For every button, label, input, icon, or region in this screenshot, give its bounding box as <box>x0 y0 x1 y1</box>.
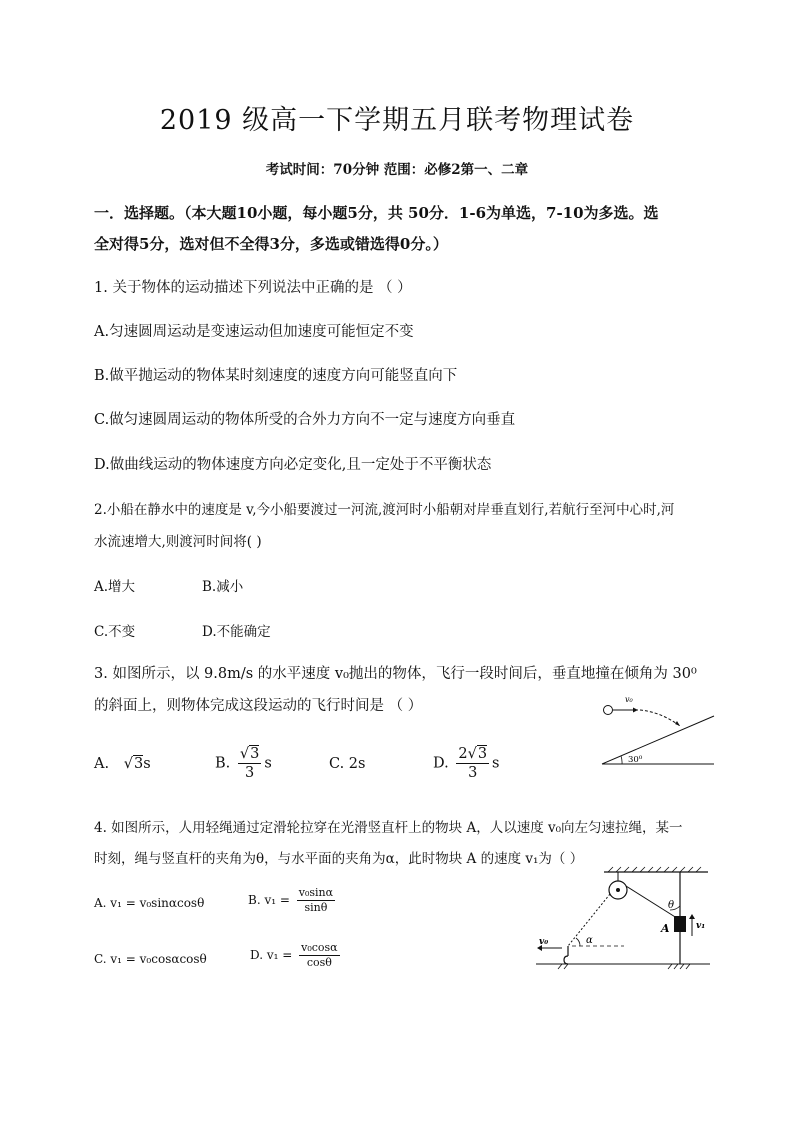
q2-option-b: B.减小 <box>202 579 244 595</box>
q4-option-b <box>248 886 338 915</box>
q3-option-b: B. $\frac{√3}{3}$ s <box>215 746 272 781</box>
q3-option-b-label: B. <box>215 755 231 772</box>
q2-option-a: A.增大 <box>94 579 136 595</box>
fig-theta-label: θ <box>668 900 675 911</box>
fig-v0-label: v₀ <box>625 695 633 704</box>
incline-line <box>602 716 714 764</box>
q4-option-c: C. v₁ = v₀cosαcosθ <box>94 952 207 966</box>
section-heading-line1: 一．选择题。（本大题10小题，每小题5分，共 50分．1-6为单选，7-10为多选。选 <box>94 204 659 222</box>
q3-stem-line1: 3. 如图所示，以 9.8m/s 的水平速度 v₀抛出的物体，飞行一段时间后，垂直地撞在倾角为 30⁰ <box>94 666 697 682</box>
q3-option-a-radicand: 3 <box>133 756 144 772</box>
ball-icon <box>604 706 613 715</box>
q2-stem-line2: 水流速增大,则渡河时间将( ) <box>94 534 262 550</box>
q1-option-a: A.匀速圆周运动是变速运动但加速度可能恒定不变 <box>94 324 414 340</box>
q4-option-a: A. v₁ = v₀sinαcosθ <box>94 896 205 910</box>
q4-pulley-figure <box>532 864 716 974</box>
q4-option-b-denominator: sinθ <box>304 901 328 914</box>
page-title: 2019 级高一下学期五月联考物理试卷 <box>159 105 635 136</box>
fig-alpha-label: α <box>586 935 593 946</box>
q4-option-d-denominator: cosθ <box>306 956 332 969</box>
q4-stem-line2: 时刻，绳与竖直杆的夹角为θ，与水平面的夹角为α，此时物块 A 的速度 v₁为（ ） <box>94 851 584 867</box>
q3-option-a: A. √3s <box>94 756 151 772</box>
q3-option-d-coefficient: 2 <box>458 746 468 762</box>
block-a <box>674 916 686 932</box>
q3-option-c: C. 2s <box>329 756 366 772</box>
q3-option-a-unit: s <box>143 756 151 772</box>
angle-arc <box>621 756 622 764</box>
fig-a-label: A <box>661 922 670 935</box>
q3-option-b-denominator: 3 <box>245 765 255 781</box>
q3-option-a-label: A. <box>94 756 110 772</box>
q3-option-d-radicand: 3 <box>477 746 488 762</box>
q1-option-d: D.做曲线运动的物体速度方向必定变化,且一定处于不平衡状态 <box>94 457 492 473</box>
q1-stem: 1. 关于物体的运动描述下列说法中正确的是 （ ） <box>94 280 412 296</box>
fig-v0-label: v₀ <box>539 937 549 947</box>
fig-v1-label: v₁ <box>696 921 706 931</box>
section-heading-line2: 全对得5分，选对但不全得3分，多选或错选得0分。） <box>94 235 448 253</box>
q3-stem-line2: 的斜面上，则物体完成这段运动的飞行时间是 （ ） <box>94 698 423 714</box>
q3-option-b-unit: s <box>264 755 272 772</box>
q3-option-d-label: D. <box>433 755 449 772</box>
q3-option-d-denominator: 3 <box>468 765 478 781</box>
q3-option-d: D. $\frac{2√3}{3}$ s <box>433 746 500 781</box>
q4-option-d-label: D. v₁ = <box>250 948 293 962</box>
q2-option-d: D.不能确定 <box>202 624 271 640</box>
q3-option-d-unit: s <box>492 755 500 772</box>
trajectory-path <box>640 710 680 726</box>
q4-option-b-numerator: v₀sinα <box>298 886 334 899</box>
q2-option-c: C.不变 <box>94 624 136 640</box>
hand-icon <box>564 946 568 964</box>
q4-stem-line1: 4. 如图所示，人用轻绳通过定滑轮拉穿在光滑竖直杆上的物块 A，人以速度 v₀向左匀速拉绳，某一 <box>94 820 683 836</box>
q3-option-b-radicand: 3 <box>250 746 260 762</box>
q1-option-c: C.做匀速圆周运动的物体所受的合外力方向不一定与速度方向垂直 <box>94 412 516 428</box>
exam-meta: 考试时间：70分钟 范围：必修2第一、二章 <box>265 162 529 178</box>
q4-option-b-label: B. v₁ = <box>248 893 290 907</box>
q4-option-d <box>250 941 343 970</box>
fig-angle-label: 30⁰ <box>628 755 643 765</box>
q4-option-d-numerator: v₀cosα <box>301 941 338 954</box>
q2-stem-line1: 2.小船在静水中的速度是 v,今小船要渡过一河流,渡河时小船朝对岸垂直划行,若航行至河中心时,河 <box>94 502 675 518</box>
q3-incline-figure <box>596 692 716 772</box>
q1-option-b: B.做平抛运动的物体某时刻速度的速度方向可能竖直向下 <box>94 368 458 384</box>
